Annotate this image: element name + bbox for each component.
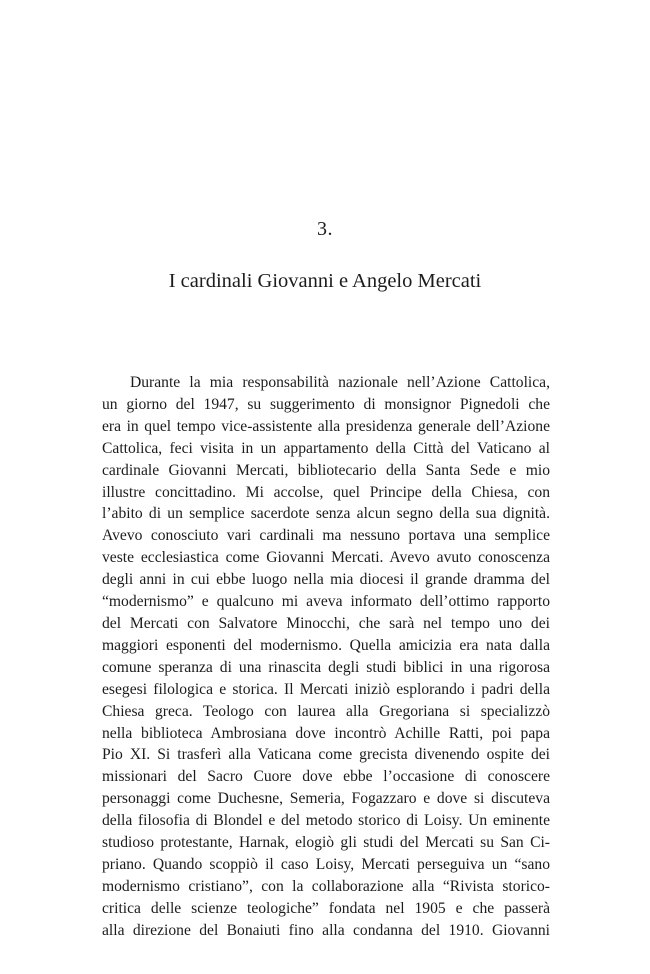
text-line: modernismo cristiano”, con la collaborazione alla “Rivista storico-: [102, 877, 550, 895]
text-line: della filosofia di Blondel e del metodo storico di Loisy. Un eminente: [102, 812, 550, 830]
text-line: Durante la mia responsabilità nazionale nell’Azione Cattolica,: [130, 374, 550, 391]
text-line: Pio XI. Si trasferì alla Vaticana come grecista divenendo ospite dei: [102, 746, 550, 764]
text-line: veste ecclesiastica come Giovanni Mercati. Avevo avuto conoscenza: [102, 549, 550, 567]
text-line: maggiori esponenti del modernismo. Quella amicizia era nata dalla: [102, 636, 550, 654]
text-line: esegesi filologica e storica. Il Mercati iniziò esplorando i padri della: [102, 680, 550, 698]
text-line: Cattolica, feci visita in un appartamento della Città del Vaticano al: [102, 439, 550, 457]
text-line: era in quel tempo vice-assistente alla presidenza generale dell’Azione: [102, 417, 550, 435]
text-line: illustre concittadino. Mi accolse, quel Principe della Chiesa, con: [102, 483, 550, 501]
text-line: Chiesa greca. Teologo con laurea alla Gregoriana si specializzò: [102, 702, 550, 720]
text-line: un giorno del 1947, su suggerimento di monsignor Pignedoli che: [102, 395, 550, 413]
text-line: comune speranza di una rinascita degli studi biblici in una rigorosa: [102, 658, 550, 676]
text-line: “modernismo” e qualcuno mi aveva informato dell’ottimo rapporto: [102, 593, 550, 611]
text-line: studioso protestante, Harnak, elogiò gli studi del Mercati su San Ci-: [102, 834, 550, 852]
text-line: critica delle scienze teologiche” fondata nel 1905 e che passerà: [102, 899, 550, 917]
text-line: cardinale Giovanni Mercati, bibliotecario della Santa Sede e mio: [102, 461, 550, 479]
text-line: personaggi come Duchesne, Semeria, Fogazzaro e dove si discuteva: [102, 790, 550, 808]
text-line: degli anni in cui ebbe luogo nella mia diocesi il grande dramma del: [102, 571, 550, 589]
body-paragraph: [102, 372, 550, 942]
text-line: alla direzione del Bonaiuti fino alla condanna del 1910. Giovanni: [102, 921, 550, 939]
text-line: l’abito di un semplice sacerdote senza alcun segno della sua dignità.: [102, 505, 550, 523]
text-line: Avevo conosciuto vari cardinali ma nessuno portava una semplice: [102, 527, 550, 545]
text-line: nella biblioteca Ambrosiana dove incontrò Achille Ratti, poi papa: [102, 724, 550, 742]
text-line: missionari del Sacro Cuore dove ebbe l’occasione di conoscere: [102, 768, 550, 786]
text-line: priano. Quando scoppiò il caso Loisy, Mercati perseguiva un “sano: [102, 855, 550, 873]
chapter-number: 3.: [317, 218, 333, 240]
text-line: del Mercati con Salvatore Minocchi, che sarà nel tempo uno dei: [102, 614, 550, 632]
chapter-title: I cardinali Giovanni e Angelo Mercati: [168, 270, 482, 292]
